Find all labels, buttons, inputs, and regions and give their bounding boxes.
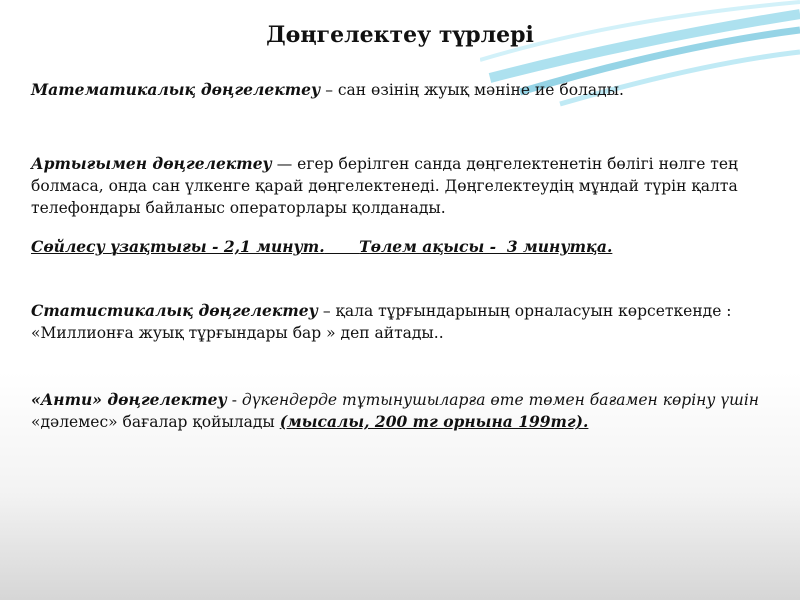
anti-rounding-text: «дәлемес» бағалар қойылады [31, 413, 280, 431]
slide-title: Дөңгелектеу түрлері [266, 22, 534, 48]
paragraph-mathematical-rounding [31, 79, 773, 101]
definition-statistical-rounding: – қала тұрғындарының орналасуын көрсеткенде : «Миллионға жуық тұрғындары бар » деп айтады.. [31, 302, 732, 342]
anti-rounding-italic-text: дүкендерде тұтынушыларға өте төмен бағамен көріну үшін [241, 391, 759, 409]
paragraph-rounding-up [31, 153, 773, 219]
decorative-swoosh [480, 0, 800, 120]
definition-rounding-up: — егер берілген санда дөңгелектенетін бөлігі нөлге тең болмаса, онда сан үлкенге қарай дөңгелектенеді. Дөңгелектеудің мұндай түрін қалта телефондары байланыс операторлары қолданады. [31, 155, 738, 217]
call-duration: Сөйлесу ұзақтығы - 2,1 минут. [31, 237, 325, 256]
paragraph-statistical-rounding [31, 300, 773, 344]
anti-rounding-example: (мысалы, 200 тг орнына 199тг). [279, 412, 589, 431]
call-payment: Төлем ақысы - 3 минутқа. [359, 237, 613, 256]
definition-mathematical-rounding: – сан өзінің жуық мәніне ие болады. [320, 81, 624, 99]
paragraph-call-example [31, 236, 773, 258]
term-rounding-up: Артығымен дөңгелектеу [31, 154, 272, 173]
term-anti-rounding: «Анти» дөңгелектеу [31, 390, 227, 409]
term-mathematical-rounding: Математикалық дөңгелектеу [31, 80, 321, 99]
anti-rounding-dash: - [226, 391, 242, 409]
paragraph-anti-rounding [31, 389, 773, 433]
term-statistical-rounding: Статистикалық дөңгелектеу [31, 301, 318, 320]
